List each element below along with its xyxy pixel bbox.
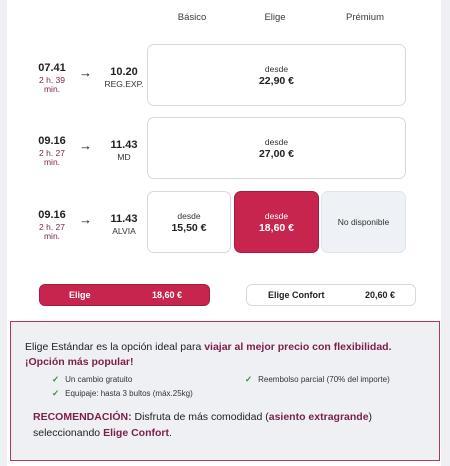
fare-card-premium-unavailable	[321, 191, 406, 253]
column-elige: Elige	[264, 12, 286, 23]
departure-block	[32, 62, 72, 94]
trip-duration: 2 h. 39 min.	[39, 75, 65, 94]
confort-fare-label: Elige Confort	[268, 290, 325, 300]
recommendation-text	[33, 409, 428, 441]
column-basico: Básico	[177, 12, 207, 23]
price-prefix: desde	[264, 210, 289, 221]
feature-text: Equipaje: hasta 3 bultos (máx.25kg)	[65, 389, 193, 398]
recommendation-part: ) seleccionando	[33, 411, 373, 439]
arrival-block	[100, 213, 148, 236]
arrival-time: 11.43	[110, 139, 138, 151]
feature-item	[245, 374, 390, 385]
selected-fare-price: 18,60 €	[152, 290, 183, 300]
feature-item	[52, 374, 132, 385]
trip-duration: 2 h. 27 min.	[39, 222, 65, 241]
fare-price: 22,90 €	[258, 74, 295, 87]
departure-block	[32, 135, 72, 167]
confort-fare-summary[interactable]	[246, 284, 416, 306]
selected-fare-label: Elige	[69, 290, 91, 300]
price-prefix: desde	[264, 136, 289, 147]
arrow-right-icon: →	[79, 212, 92, 227]
fare-card-single[interactable]	[147, 44, 406, 106]
train-type: MD	[117, 152, 131, 162]
fare-card-single[interactable]	[147, 117, 406, 179]
arrival-block	[100, 139, 148, 162]
recommendation-part: Disfruta de más comodidad (	[131, 411, 269, 423]
trip-duration: 2 h. 27 min.	[39, 148, 65, 167]
check-icon: ✓	[245, 374, 253, 384]
arrow-right-icon: →	[79, 138, 92, 153]
fare-price: 27,00 €	[258, 147, 295, 160]
recommendation-label: RECOMENDACIÓN:	[33, 411, 132, 423]
fare-price: 18,60 €	[258, 221, 295, 234]
arrival-time: 10.20	[110, 66, 138, 78]
recommendation-highlight: asiento extragrande	[268, 411, 369, 423]
feature-item	[52, 388, 193, 399]
departure-time: 09.16	[38, 209, 66, 221]
departure-time: 09.16	[38, 135, 66, 147]
fare-card-basico[interactable]	[147, 191, 231, 253]
train-type: REG.EXP.	[104, 79, 144, 89]
arrival-block	[100, 66, 148, 89]
confort-fare-price: 20,60 €	[365, 290, 396, 300]
check-icon: ✓	[52, 388, 60, 398]
check-icon: ✓	[52, 374, 60, 384]
fare-column-headers	[0, 12, 450, 26]
feature-text: Reembolso parcial (70% del importe)	[258, 375, 390, 384]
selected-fare-summary[interactable]	[39, 284, 210, 306]
fare-description	[25, 340, 425, 370]
fare-card-elige-selected[interactable]	[234, 191, 319, 253]
departure-block	[32, 209, 72, 241]
unavailable-label: No disponible	[337, 217, 390, 227]
recommendation-part: .	[168, 427, 172, 439]
description-text: Elige Estándar es la opción ideal para	[25, 341, 205, 353]
column-premium: Prémium	[345, 12, 384, 23]
feature-text: Un cambio gratuito	[65, 375, 133, 384]
arrival-time: 11.43	[110, 213, 138, 225]
description-highlight: viajar al mejor precio con flexibilidad.	[204, 341, 392, 353]
fare-price: 15,50 €	[171, 221, 207, 234]
popular-tag: ¡Opción más popular!	[25, 356, 134, 368]
arrow-right-icon: →	[79, 65, 92, 80]
price-prefix: desde	[177, 210, 201, 221]
departure-time: 07.41	[38, 62, 66, 74]
price-prefix: desde	[264, 63, 289, 74]
train-type: ALVIA	[112, 226, 136, 236]
recommendation-link[interactable]: Elige Confort	[103, 427, 169, 439]
